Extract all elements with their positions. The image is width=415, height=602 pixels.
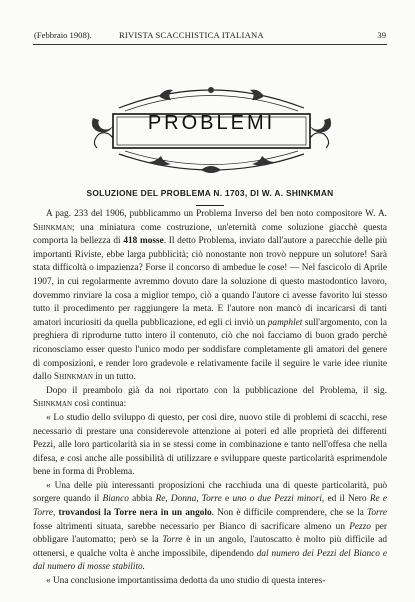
text-run: « Lo studio dello sviluppo di questo, per così dire, nuovo stile di problemi di scacchi, rese necessario di prestare una considerevole attenzione ai poteri ed alle proprietà dei differenti Pezzi, alle loro particolarità sia in se stessi come in combinazione e tanto nell'offesa che nella difesa, e così anche alle possibilità di utilizzare e sviluppare queste particolarità esprimendole bene in forma di Problema. xyxy=(33,412,387,478)
text-run: Dopo il preambolo già da noi riportato con la pubblicazione del Problema, il sig. xyxy=(46,385,387,396)
section-heading xyxy=(33,188,387,206)
text-run: , xyxy=(52,508,59,519)
text-run: in un tutto. xyxy=(92,372,136,383)
paragraph xyxy=(33,480,387,575)
text-run: per obbligare l'automatto; però se la xyxy=(33,521,387,546)
text-run: . Non è difficile comprendere, che se la xyxy=(211,508,368,519)
text-run: fosse altrimenti situata, sarebbe necessario per Bianco di sacrificare almeno un xyxy=(33,521,350,532)
text-run: Pezzo xyxy=(349,521,371,532)
header-rule xyxy=(33,44,387,45)
paragraph xyxy=(33,208,387,385)
text-run: abbia xyxy=(128,494,156,505)
problemi-banner xyxy=(89,78,334,178)
banner-title: PROBLEMI xyxy=(147,112,276,134)
text-run: Shinkman xyxy=(33,399,73,410)
text-run: e xyxy=(221,494,233,505)
page-number: 39 xyxy=(377,30,386,40)
text-run: Re, Donna, Torre xyxy=(155,494,222,505)
heading-rule xyxy=(196,205,224,206)
text-run: Torre xyxy=(162,535,183,546)
text-run: è in un angolo, l'autoscatto è molto più difficile ad ottenersi, e qualche volta è anche impossibile, dipendendo xyxy=(33,535,387,559)
article-body xyxy=(33,208,387,589)
text-run: così continua: xyxy=(72,399,127,410)
text-run: « Una conclusione importantissima dedotta da uno studio di questa interes- xyxy=(46,576,326,587)
header-journal-title: RIVISTA SCACCHISTICA ITALIANA xyxy=(119,30,264,40)
text-run: ; una miniatura come costruzione, un'eternità come soluzione giacchè questa comporta la bellezza di xyxy=(33,222,387,247)
text-run: trovandosi la Torre nera in un angolo xyxy=(58,508,212,519)
running-header xyxy=(34,30,386,42)
text-run: Bianco xyxy=(102,494,129,505)
text-run: Shinkman xyxy=(33,222,73,233)
section-heading-text: SOLUZIONE DEL PROBLEMA N. 1703, DI W. A. SHINKMAN xyxy=(86,188,334,198)
paragraph xyxy=(33,412,387,480)
text-run: . Il detto Problema, inviato dall'autore a parecchie delle più importanti Riviste, ebbe larga pubblicità; ciò nonostante non trovò neppure un solutore! Sarà stata difficoltà o impazienza? Forse il concorso di ambedue le cose! — Nel fascicolo di Aprile 1907, in cui regolarmente avremmo dovuto dare la soluzione di questo mastodontico lavoro, dovemmo rinviare la cosa a miglior tempo, ciò a quando l'autore ci avesse favorito lui stesso tutto il procedimento per raggiungere la meta. E l'autore non mancò di incaricarsi di tanti amatori incuriositi da quella pubblicazione, ed egli ci inviò un xyxy=(33,236,388,328)
text-run: , ed il Nero xyxy=(321,494,370,505)
text-run: 418 mosse xyxy=(123,236,164,247)
text-run: Shinkman xyxy=(53,372,93,383)
text-run: sull'argomento, con la preghiera di riprodurne tutto intero il contenuto, ciò che noi facciamo di buon grado perchè riconosciamo esser questo l'unico modo per soddisfare completamente gli amatori del genere di composizioni, e render loro gradevole e relativamente facile il seguire le varie idee riunite dallo xyxy=(33,317,387,383)
text-run: « Una delle più interessanti proposizioni che racchiuda una di queste particolarità, può sorgere quando il xyxy=(33,480,387,505)
text-run: uno o due Pezzi minori xyxy=(232,494,322,505)
text-run: Re e Torre xyxy=(33,494,388,519)
text-run: A pag. 233 del 1906, pubblicammo un Problema Inverso del ben noto compositore W. A. xyxy=(46,209,387,219)
paragraph xyxy=(33,575,387,589)
text-run: Torre xyxy=(367,508,388,519)
header-date: (Febbraio 1908). xyxy=(34,30,92,40)
text-run: pamphlet xyxy=(267,317,303,328)
text-run: dal numero dei Pezzi del Bianco e dal numero di mosse stabilito. xyxy=(33,548,387,573)
paragraph xyxy=(33,385,387,412)
